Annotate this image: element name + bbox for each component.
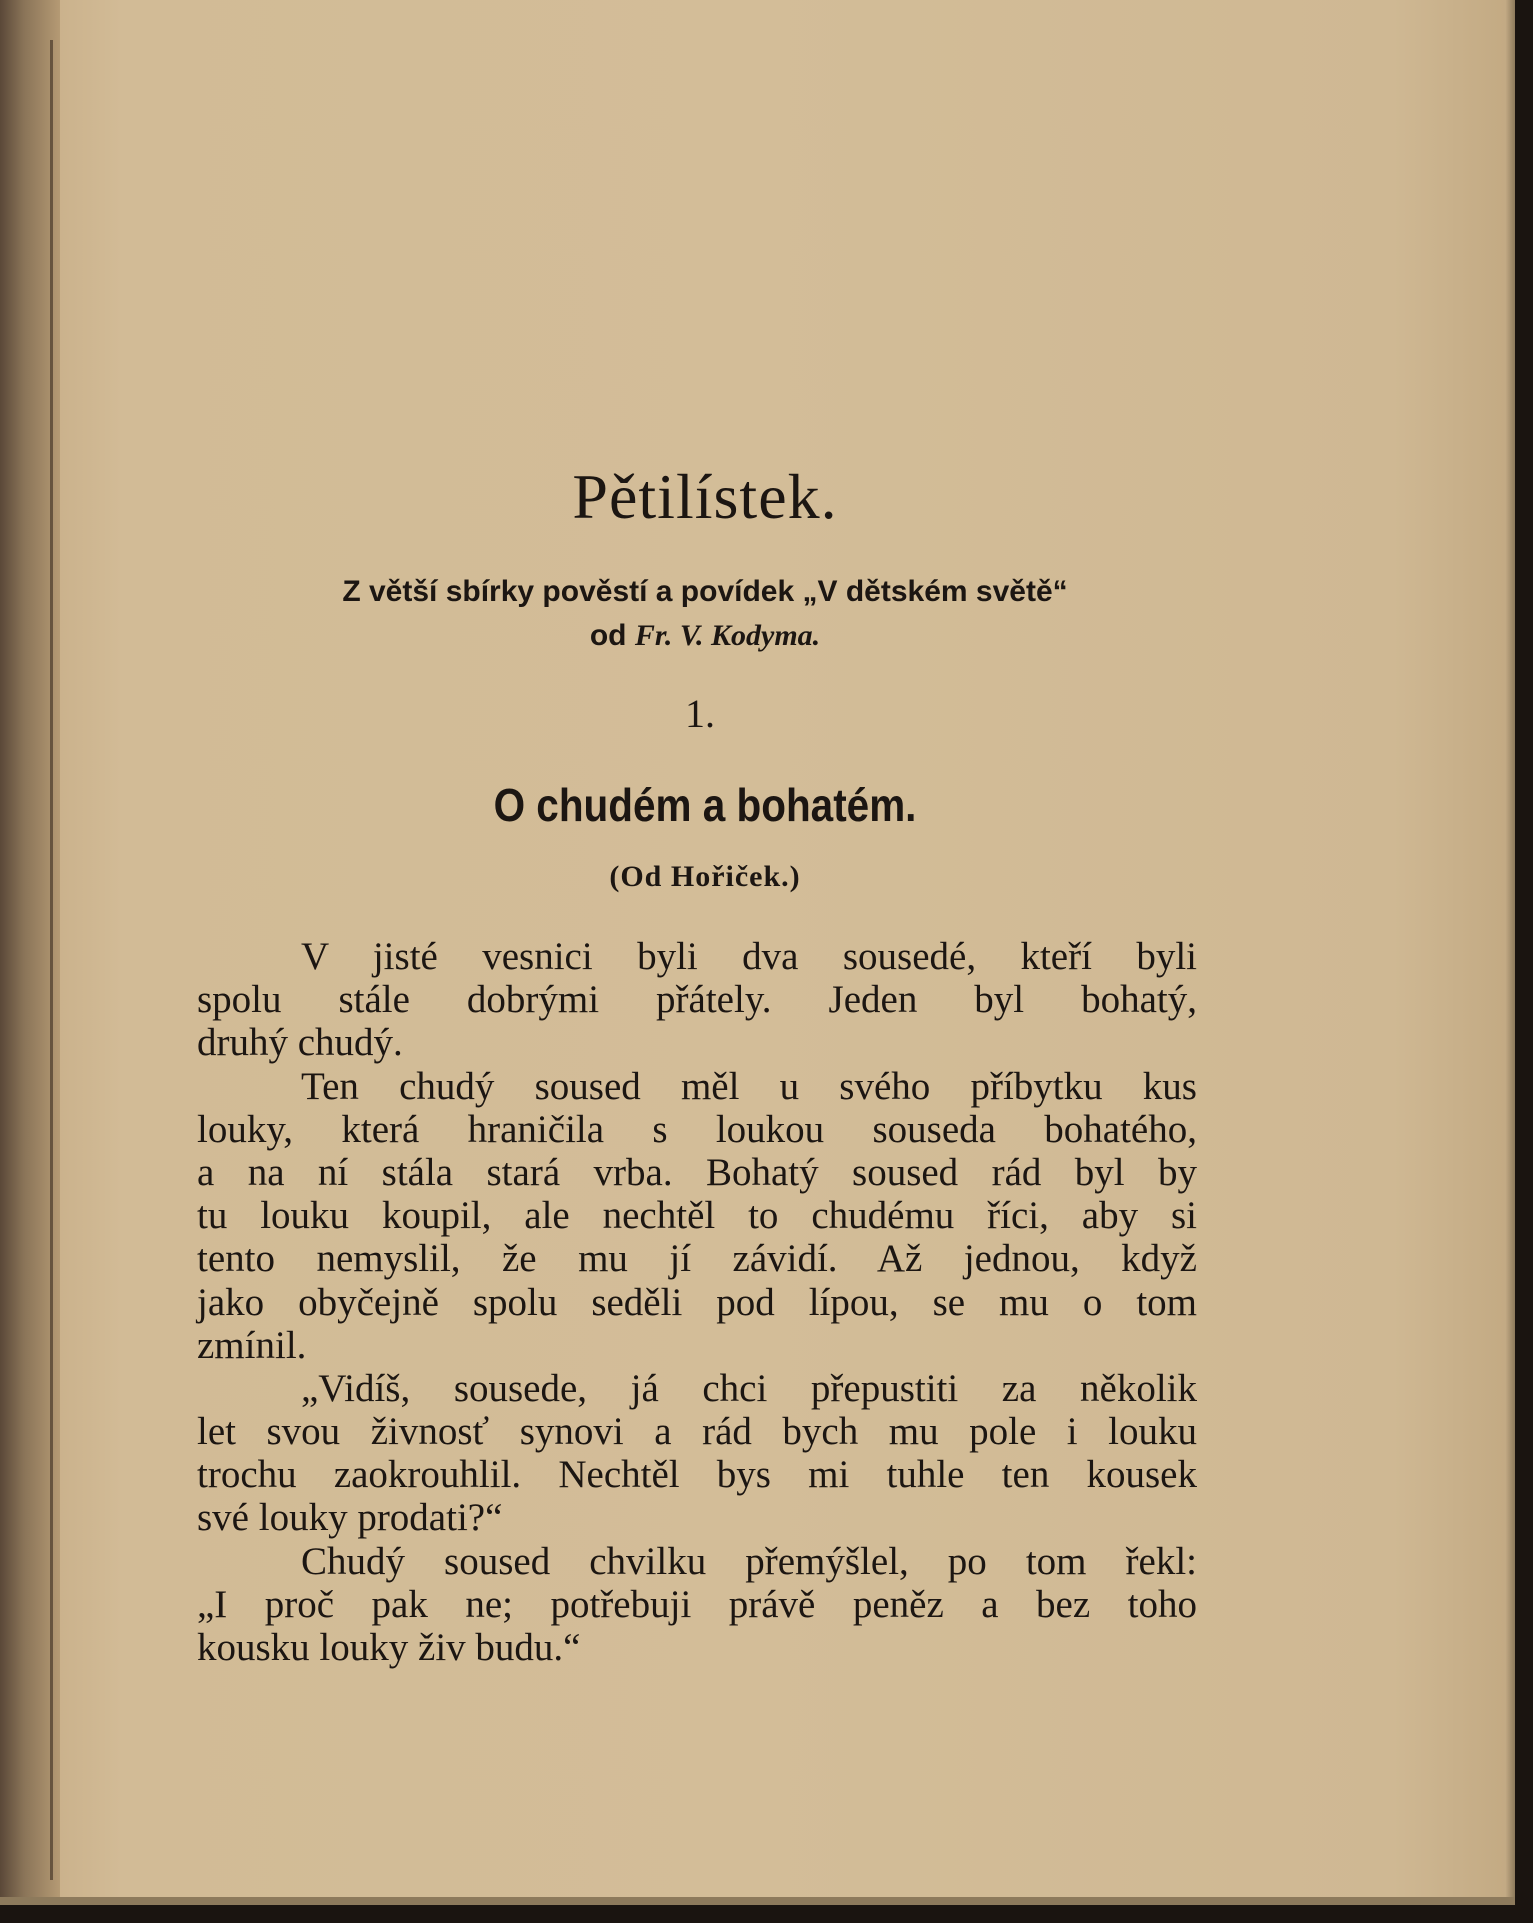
subtitle bbox=[0, 570, 1410, 658]
text-line: tento nemyslil, že mu jí závidí. Až jednou, když bbox=[197, 1237, 1197, 1281]
text-line: tu louku koupil, ale nechtěl to chudému říci, aby si bbox=[197, 1194, 1197, 1238]
text-line: let svou živnosť synovi a rád bych mu pole i louku bbox=[197, 1410, 1197, 1454]
subtitle-od: od bbox=[589, 619, 627, 652]
text-line: spolu stále dobrými přátely. Jeden byl bohatý, bbox=[197, 978, 1197, 1022]
text-line: „Vidíš, sousede, já chci přepustiti za několik bbox=[301, 1366, 1197, 1410]
text-line: louky, která hraničila s loukou souseda bohatého, bbox=[197, 1107, 1197, 1151]
subtitle-author: Fr. V. Kodyma. bbox=[634, 619, 821, 652]
section-number: 1. bbox=[685, 691, 715, 736]
spine-shadow-line bbox=[50, 40, 53, 1880]
text-line: jako obyčejně spolu seděli pod lípou, se mu o tom bbox=[197, 1280, 1197, 1324]
story-title: O chudém a bohatém. bbox=[493, 779, 917, 831]
page-right-edge bbox=[1505, 0, 1515, 1905]
page-bottom-edge bbox=[0, 1897, 1515, 1905]
text-line: V jisté vesnici byli dva sousedé, kteří byli bbox=[301, 935, 1197, 978]
story-body bbox=[197, 935, 1197, 1669]
subtitle-line-2 bbox=[0, 614, 1410, 658]
text-line: „I proč pak ne; potřebuji právě peněz a bez toho bbox=[197, 1582, 1197, 1626]
text-line: kousku louky živ budu.“ bbox=[197, 1626, 581, 1669]
story-origin: (Od Hořiček.) bbox=[609, 860, 801, 893]
page-title: Pětilístek. bbox=[572, 461, 838, 532]
text-line: své louky prodati?“ bbox=[197, 1496, 503, 1540]
text-line: Ten chudý soused měl u svého příbytku kus bbox=[301, 1064, 1197, 1108]
subtitle-line-1: Z větší sbírky pověstí a povídek „V dětském světě“ bbox=[342, 575, 1068, 608]
text-line: a na ní stála stará vrba. Bohatý soused rád byl by bbox=[197, 1150, 1197, 1194]
text-line: trochu zaokrouhlil. Nechtěl bys mi tuhle ten kousek bbox=[197, 1453, 1197, 1497]
text-line: druhý chudý. bbox=[197, 1021, 403, 1065]
text-line: Chudý soused chvilku přemýšlel, po tom řekl: bbox=[301, 1539, 1197, 1583]
text-line: zmínil. bbox=[197, 1323, 307, 1367]
